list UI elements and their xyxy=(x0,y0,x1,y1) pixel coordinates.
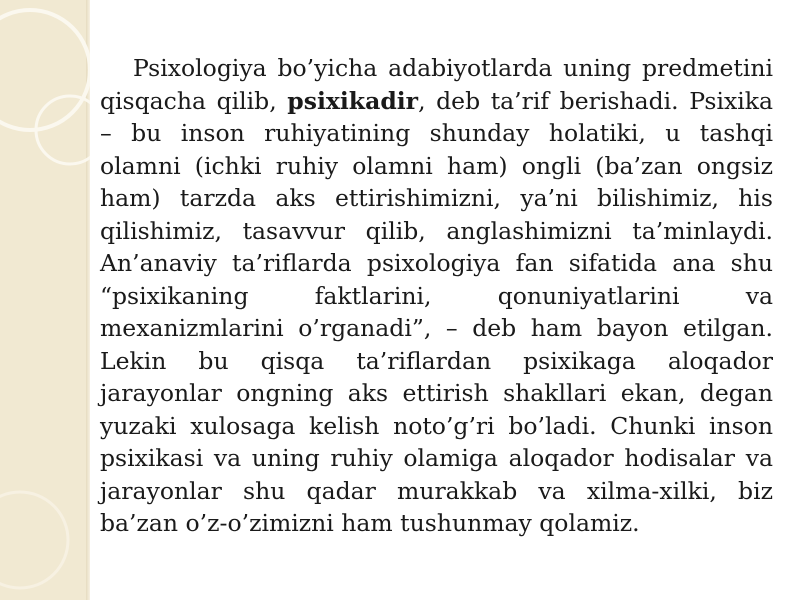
paragraph-text-start: Psixologiya bo’yicha adabiyotlarda uning predmetini qisqacha qilib, xyxy=(100,54,773,115)
decorative-circles-icon xyxy=(0,0,90,600)
body-paragraph xyxy=(100,52,773,540)
decor-circle-lower xyxy=(0,492,68,588)
paragraph-text-rest: , deb ta’rif berishadi. Psixika – bu inson ruhiyatining shunday holatiki, u tashqi olamni (ichki ruhiy olamni ham) ongli (ba’zan ongsiz ham) tarzda aks ettirishimizni, ya’ni bilishimiz, his qilishimiz, tasavvur qilib, anglashimizni ta’minlaydi. An’anaviy ta’riflarda psixologiya fan sifatida ana shu “psixikaning faktlarini, qonuniyatlarini va mexanizmlarini o’rganadi”, – deb ham bayon etilgan. Lekin bu qisqa ta’riflardan psixikaga aloqador jarayonlar ongning aks ettirish shakllari ekan, degan yuzaki xulosaga kelish noto’g’ri bo’ladi. Chunki inson psixikasi va uning ruhiy olamiga aloqador hodisalar va jarayonlar shu qadar murakkab va xilma-xilki, biz ba’zan o’z-o’zimizni ham tushunmay qolamiz. xyxy=(100,86,773,537)
decor-circle-large xyxy=(0,10,90,130)
bold-term: psixikadir xyxy=(287,86,419,115)
